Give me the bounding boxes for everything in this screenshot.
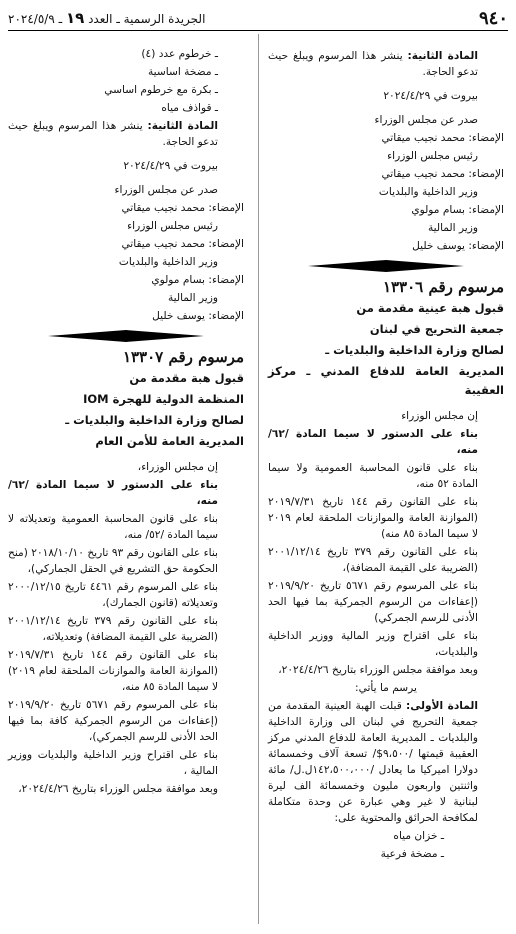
signature: الإمضاء: محمد نجيب ميقاتي: [121, 238, 244, 250]
right-column: [268, 48, 504, 864]
place-date: بيروت في ٢٠٢٤/٤/٢٩: [383, 90, 478, 102]
preamble-para: بناء على الدستور لا سيما المادة /٦٢/ منه،: [8, 479, 218, 507]
pm-title: رئيس مجلس الوزراء: [387, 150, 478, 162]
preamble-para: بناء على القانون رقم ١٤٤ تاريخ ٢٠١٩/٧/٣١ (الموازنة العامة والموازنات الملحقة لعام ٢٠١٩ لا سيما المادة ٨٥ منه): [268, 496, 478, 540]
decree-title-line: جمعية التحريج في لبنان: [369, 322, 504, 336]
decree-title-line: المديرية العامة للدفاع المدني ـ مركز العقيبة: [268, 364, 504, 397]
minister-title: وزير المالية: [167, 292, 218, 304]
decrees-line: يرسم ما يأتي:: [355, 682, 417, 694]
page-number: ٩٤٠: [478, 7, 508, 29]
preamble-para: بناء على القانون رقم ٩٣ تاريخ ٢٠١٨/١٠/١٠ (منح الحكومة حق التشريع في الحقل الجماركي)،: [8, 547, 218, 575]
minister-title: وزير المالية: [427, 222, 478, 234]
list-item: ـ بكرة مع خرطوم اساسي: [104, 84, 218, 96]
section-divider: [48, 330, 204, 342]
decree-title-line: قبول هبة مقدمة من: [129, 371, 244, 385]
cabinet-heading: إن مجلس الوزراء: [401, 410, 478, 422]
article-1: المادة الأولى: قبلت الهبة العينية المقدمة من جمعية التحريج في لبنان الى وزارة الداخلية والبلديات ـ المديرية العامة للدفاع المدني مركز العقيبة قيمتها /٩،٥٠٠$/ تسعة آلاف وخمسمائة دولارا اميركيا ما يعادل /١٤٢،٥٠٠،٠٠٠ل.ل/ مائة واثنتين واربعون مليون وخمسمائة الف ليرة لبنانية لا غير وهي عبارة عن وحدة متكاملة لمكافحة الحرائق والمحتوية على:: [268, 700, 478, 824]
cabinet-heading: إن مجلس الوزراء،: [137, 461, 218, 473]
decree-title-line: المديرية العامة للأمن العام: [95, 434, 244, 448]
place-date: بيروت في ٢٠٢٤/٤/٢٩: [123, 160, 218, 172]
decree-title-line: لصالح وزارة الداخلية والبلديات ـ: [65, 413, 244, 427]
signature: الإمضاء: محمد نجيب ميقاتي: [121, 202, 244, 214]
article-2: المادة الثانية: ينشر هذا المرسوم ويبلغ حيث تدعو الحاجة.: [268, 50, 478, 78]
issued-by: صدر عن مجلس الوزراء: [114, 184, 218, 196]
list-item: ـ خزان مياه: [393, 830, 444, 842]
list-item: ـ خرطوم عدد (٤): [141, 48, 218, 60]
preamble-para: بناء على القانون رقم ٣٧٩ تاريخ ٢٠٠١/١٢/١٤ (الضريبة على القيمة المضافة) وتعديلاته،: [8, 615, 218, 643]
signature: الإمضاء: بسام مولوي: [151, 274, 244, 286]
decree-title-line: قبول هبة عينية مقدمة من: [356, 301, 504, 315]
preamble-para: بناء على قانون المحاسبة العمومية ولا سيما المادة ٥٢ منه،: [268, 462, 478, 490]
preamble-para: بناء على الدستور لا سيما المادة /٦٢/ منه،: [268, 428, 478, 456]
decree-number: مرسوم رقم ١٣٣٠٧: [122, 348, 244, 366]
list-item: ـ قواذف مياه: [161, 102, 218, 114]
page-header: [8, 6, 508, 31]
list-item: ـ مضخة فرعية: [380, 848, 444, 860]
signature: الإمضاء: بسام مولوي: [411, 204, 504, 216]
gazette-title: [8, 9, 205, 27]
decree-number: مرسوم رقم ١٣٣٠٦: [382, 278, 504, 296]
preamble-para: بناء على اقتراح وزير المالية ووزير الداخلية والبلديات،: [268, 630, 478, 658]
signature: الإمضاء: يوسف خليل: [152, 310, 244, 322]
article-2: المادة الثانية: ينشر هذا المرسوم ويبلغ حيث تدعو الحاجة.: [8, 120, 218, 148]
preamble-para: وبعد موافقة مجلس الوزراء بتاريخ ٢٠٢٤/٤/٢٦،: [18, 783, 218, 795]
minister-title: وزير الداخلية والبلديات: [378, 186, 478, 198]
section-divider: [308, 260, 464, 272]
pm-title: رئيس مجلس الوزراء: [127, 220, 218, 232]
signature: الإمضاء: محمد نجيب ميقاتي: [381, 132, 504, 144]
issue-date: ـ ٢٠٢٤/٥/٩: [8, 12, 63, 26]
signature: الإمضاء: يوسف خليل: [412, 240, 504, 252]
column-divider: [258, 34, 259, 924]
preamble-para: بناء على المرسوم رقم ٥٦٧١ تاريخ ٢٠١٩/٩/٢٠ (إعفاءات من الرسوم الجمركية كافة بما فيها الحد الأدنى للرسم الجمركي)،: [8, 699, 218, 743]
left-column: [8, 46, 244, 799]
gazette-name: الجريدة الرسمية ـ العدد: [88, 12, 206, 26]
decree-title-line: لصالح وزارة الداخلية والبلديات ـ: [325, 343, 504, 357]
preamble-para: بناء على اقتراح وزير الداخلية والبلديات ووزير المالية ،: [8, 749, 218, 777]
issued-by: صدر عن مجلس الوزراء: [374, 114, 478, 126]
preamble-para: بناء على القانون رقم ٣٧٩ تاريخ ٢٠٠١/١٢/١٤ (الضريبة على القيمة المضافة)،: [268, 546, 478, 574]
decree-title-line: المنظمة الدولية للهجرة IOM: [83, 392, 244, 406]
preamble-para: بناء على قانون المحاسبة العمومية وتعديلاته لا سيما المادة /٥٢/ منه،: [8, 513, 218, 541]
preamble-para: وبعد موافقة مجلس الوزراء بتاريخ ٢٠٢٤/٤/٢٦،: [278, 664, 478, 676]
issue-number: ١٩: [65, 9, 85, 27]
signature: الإمضاء: محمد نجيب ميقاتي: [381, 168, 504, 180]
preamble-para: بناء على المرسوم رقم ٤٤٦١ تاريخ ٢٠٠٠/١٢/١٥ وتعديلاته (قانون الجمارك)،: [8, 581, 218, 609]
minister-title: وزير الداخلية والبلديات: [118, 256, 218, 268]
list-item: ـ مضخة اساسية: [147, 66, 218, 78]
preamble-para: بناء على المرسوم رقم ٥٦٧١ تاريخ ٢٠١٩/٩/٢٠ (إعفاءات من الرسوم الجمركية بما فيها الحد الأدنى للرسم الجمركي): [268, 580, 478, 624]
preamble-para: بناء على القانون رقم ١٤٤ تاريخ ٢٠١٩/٧/٣١ (الموازنة العامة والموازنات الملحقة لعام ٢٠١٩) لا سيما المادة ٨٥ منه،: [8, 649, 218, 693]
